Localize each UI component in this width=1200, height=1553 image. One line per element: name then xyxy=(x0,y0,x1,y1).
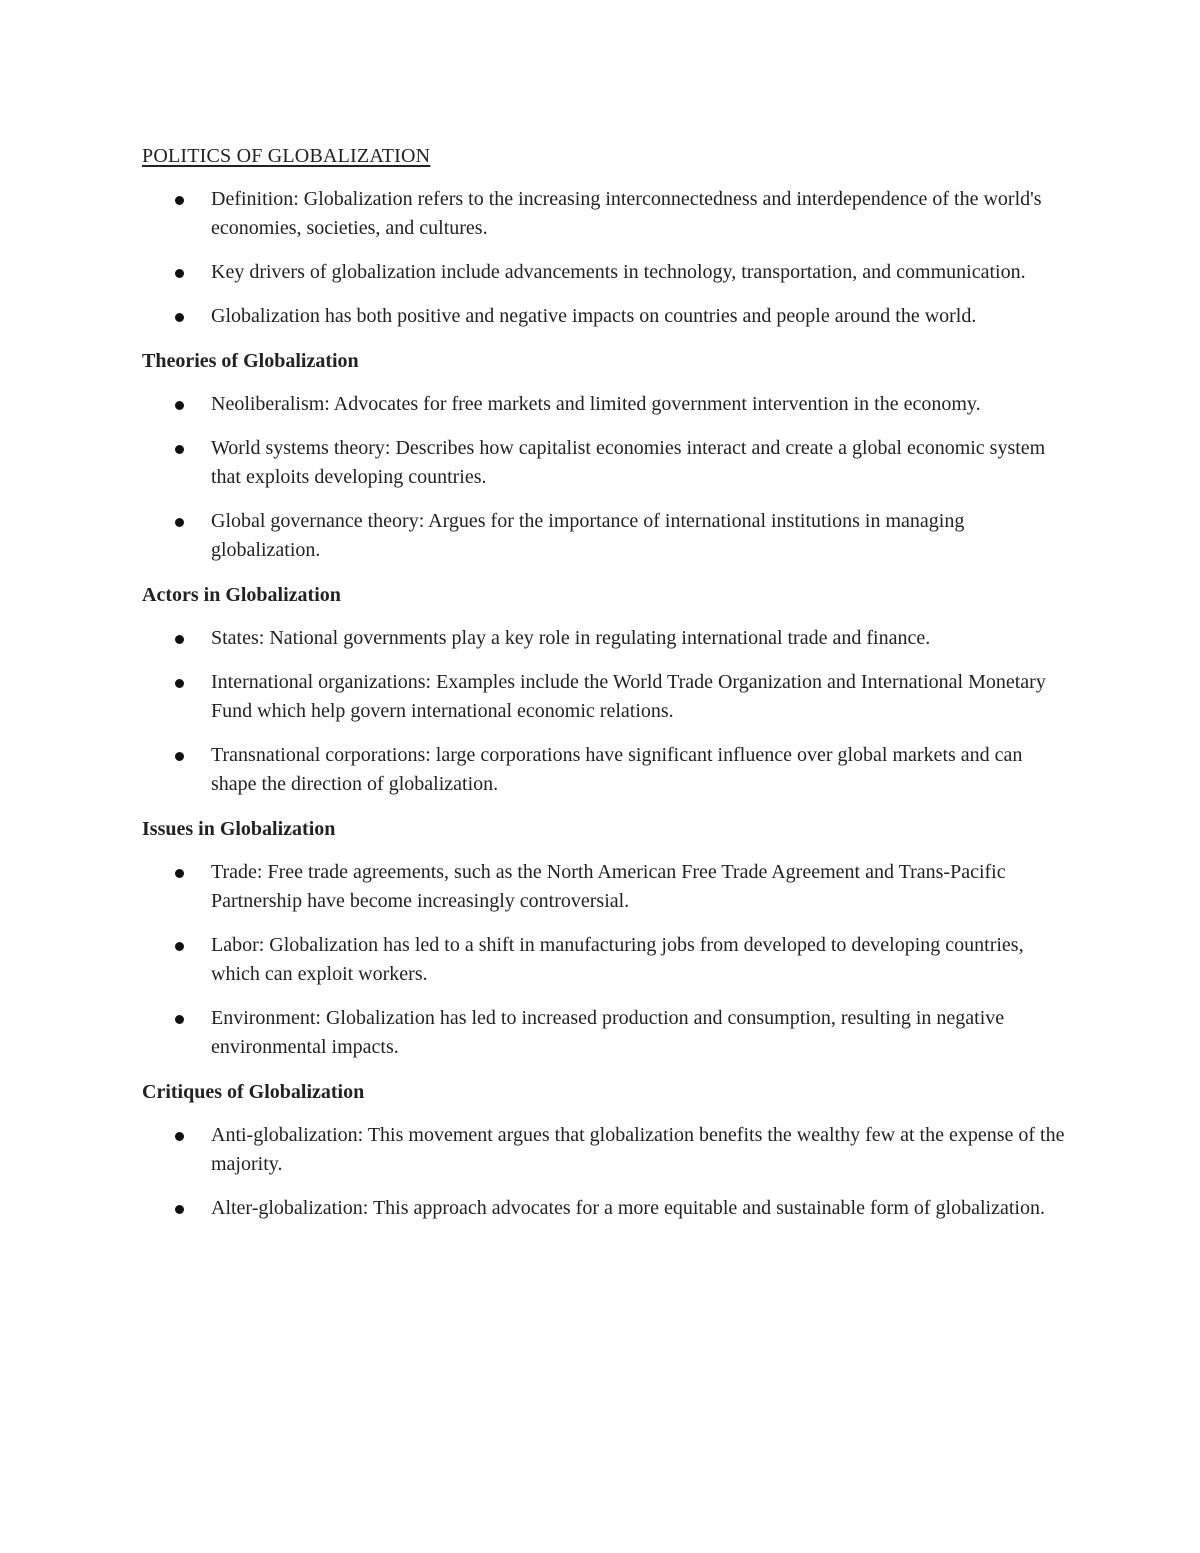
list-item xyxy=(142,185,1072,243)
list-item-text: Neoliberalism: Advocates for free markets and limited government intervention in the economy. xyxy=(211,393,981,415)
issues-list xyxy=(142,858,1072,1062)
bullet-icon xyxy=(175,269,184,278)
bullet-icon xyxy=(175,518,184,527)
list-item xyxy=(142,858,1072,916)
list-item-text: Alter-globalization: This approach advocates for a more equitable and sustainable form of globalization. xyxy=(211,1197,1045,1219)
theories-list xyxy=(142,390,1072,565)
list-item-text: Definition: Globalization refers to the increasing interconnectedness and interdependence of the world's economies, societies, and cultures. xyxy=(211,188,1042,239)
list-item xyxy=(142,258,1072,287)
list-item xyxy=(142,668,1072,726)
bullet-icon xyxy=(175,313,184,322)
bullet-icon xyxy=(175,196,184,205)
bullet-icon xyxy=(175,679,184,688)
section-heading-theories: Theories of Globalization xyxy=(142,350,359,372)
list-item-text: States: National governments play a key role in regulating international trade and finance. xyxy=(211,627,931,649)
list-item-text: Key drivers of globalization include advancements in technology, transportation, and communication. xyxy=(211,261,1026,283)
list-item xyxy=(142,1194,1072,1223)
bullet-icon xyxy=(175,752,184,761)
list-item-text: Environment: Globalization has led to increased production and consumption, resulting in negative environmental impacts. xyxy=(211,1007,1005,1058)
list-item-text: Trade: Free trade agreements, such as the North American Free Trade Agreement and Trans-Pacific Partnership have become increasingly controversial. xyxy=(211,861,1006,912)
intro-list xyxy=(142,185,1072,331)
bullet-icon xyxy=(175,1015,184,1024)
list-item-text: Transnational corporations: large corporations have significant influence over global markets and can shape the direction of globalization. xyxy=(211,744,1023,795)
document-page xyxy=(142,141,1072,1238)
critiques-list xyxy=(142,1121,1072,1223)
section-heading-critiques: Critiques of Globalization xyxy=(142,1081,365,1103)
list-item-text: International organizations: Examples include the World Trade Organization and International Monetary Fund which help govern international economic relations. xyxy=(211,671,1046,722)
bullet-icon xyxy=(175,401,184,410)
bullet-icon xyxy=(175,1205,184,1214)
actors-list xyxy=(142,624,1072,799)
bullet-icon xyxy=(175,1132,184,1141)
list-item xyxy=(142,741,1072,799)
section-heading-issues: Issues in Globalization xyxy=(142,818,336,840)
list-item-text: Labor: Globalization has led to a shift in manufacturing jobs from developed to developing countries, which can exploit workers. xyxy=(211,934,1024,985)
list-item xyxy=(142,302,1072,331)
list-item xyxy=(142,624,1072,653)
list-item xyxy=(142,931,1072,989)
list-item xyxy=(142,507,1072,565)
section-heading-actors: Actors in Globalization xyxy=(142,584,341,606)
list-item xyxy=(142,1004,1072,1062)
bullet-icon xyxy=(175,942,184,951)
bullet-icon xyxy=(175,445,184,454)
bullet-icon xyxy=(175,635,184,644)
bullet-icon xyxy=(175,869,184,878)
list-item-text: Global governance theory: Argues for the importance of international institutions in managing globalization. xyxy=(211,510,965,561)
list-item xyxy=(142,434,1072,492)
list-item-text: Anti-globalization: This movement argues that globalization benefits the wealthy few at the expense of the majority. xyxy=(211,1124,1065,1175)
list-item xyxy=(142,390,1072,419)
document-title: POLITICS OF GLOBALIZATION xyxy=(142,145,431,167)
list-item-text: Globalization has both positive and negative impacts on countries and people around the world. xyxy=(211,305,977,327)
list-item xyxy=(142,1121,1072,1179)
list-item-text: World systems theory: Describes how capitalist economies interact and create a global economic system that exploits developing countries. xyxy=(211,437,1046,488)
